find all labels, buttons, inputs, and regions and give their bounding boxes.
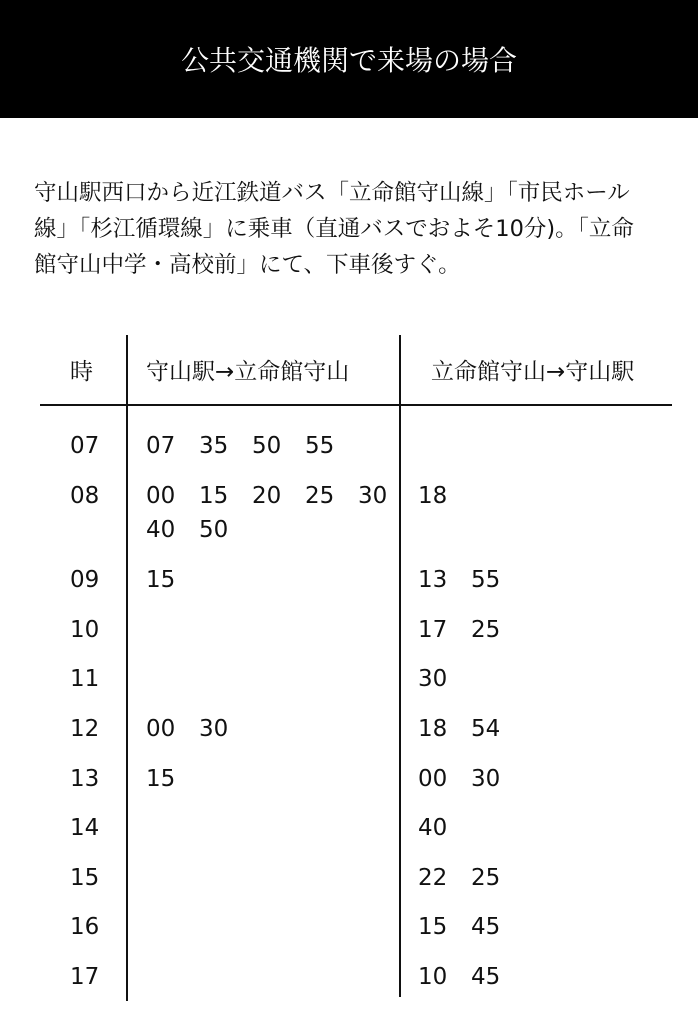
- hour-cell: 12: [70, 716, 100, 742]
- departure-minute: 18: [418, 483, 448, 509]
- header-hour: 時: [70, 359, 93, 385]
- hour-cell: 09: [70, 567, 100, 593]
- hour-cell: 17: [70, 964, 100, 990]
- header-divider: [40, 404, 672, 406]
- departure-minute: 54: [471, 716, 501, 742]
- outbound-times: [146, 762, 416, 796]
- outbound-times: [146, 479, 416, 547]
- departure-minute: 55: [471, 567, 501, 593]
- departure-minute: 30: [358, 483, 388, 509]
- departure-minute: 15: [146, 567, 176, 593]
- departure-minute: 50: [199, 517, 229, 543]
- departure-minute: 40: [146, 517, 176, 543]
- departure-minute: 00: [418, 766, 448, 792]
- inbound-times: [418, 960, 678, 994]
- departure-minute: 17: [418, 617, 448, 643]
- inbound-times: [418, 762, 678, 796]
- departure-minute: 50: [252, 433, 282, 459]
- departure-minute: 45: [471, 964, 501, 990]
- departure-minute: 22: [418, 865, 448, 891]
- hour-cell: 10: [70, 617, 100, 643]
- departure-minute: 40: [418, 815, 448, 841]
- departure-minute: 15: [146, 766, 176, 792]
- hour-cell: 08: [70, 483, 100, 509]
- departure-minute: 55: [305, 433, 335, 459]
- hour-cell: 15: [70, 865, 100, 891]
- departure-minute: 15: [418, 914, 448, 940]
- hour-cell: 16: [70, 914, 100, 940]
- departure-minute: 25: [471, 865, 501, 891]
- header-inbound: 立命館守山→守山駅: [431, 359, 635, 385]
- departure-minute: 25: [305, 483, 335, 509]
- departure-minute: 35: [199, 433, 229, 459]
- outbound-times: [146, 563, 416, 597]
- departure-minute: 18: [418, 716, 448, 742]
- hour-cell: 13: [70, 766, 100, 792]
- departure-minute: 45: [471, 914, 501, 940]
- hour-cell: 14: [70, 815, 100, 841]
- outbound-times: [146, 712, 416, 746]
- inbound-times: [418, 613, 678, 647]
- outbound-times: [146, 429, 416, 463]
- departure-minute: 30: [199, 716, 229, 742]
- page-header: [0, 0, 698, 118]
- inbound-times: [418, 712, 678, 746]
- departure-minute: 13: [418, 567, 448, 593]
- page-title: 公共交通機関で来場の場合: [180, 44, 517, 77]
- inbound-times: [418, 861, 678, 895]
- departure-minute: 30: [418, 666, 448, 692]
- hour-cell: 11: [70, 666, 100, 692]
- access-description: 守山駅西口から近江鉄道バス「立命館守山線」「市民ホール線」「杉江循環線」に乗車（直通バスでおよそ10分)。「立命館守山中学・高校前」にて、下車後すぐ。: [34, 180, 634, 278]
- departure-minute: 15: [199, 483, 229, 509]
- inbound-times: [418, 910, 678, 944]
- departure-minute: 20: [252, 483, 282, 509]
- inbound-times: [418, 811, 678, 845]
- departure-minute: 00: [146, 716, 176, 742]
- departure-minute: 25: [471, 617, 501, 643]
- departure-minute: 07: [146, 433, 176, 459]
- inbound-times: [418, 662, 678, 696]
- hour-cell: 07: [70, 433, 100, 459]
- departure-minute: 30: [471, 766, 501, 792]
- inbound-times: [418, 563, 678, 597]
- column-divider-hour: [126, 335, 128, 1001]
- departure-minute: 00: [146, 483, 176, 509]
- inbound-times: [418, 479, 678, 513]
- departure-minute: 10: [418, 964, 448, 990]
- header-outbound: 守山駅→立命館守山: [146, 359, 350, 385]
